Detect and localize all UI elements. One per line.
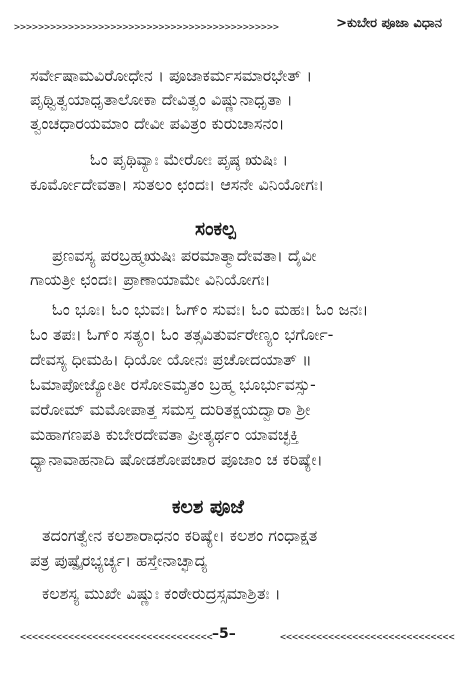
header-ornament-rule: >>>>>>>>>>>>>>>>>>>>>>>>>>>>>>>>>>>>>>>>>>>> — [14, 22, 279, 33]
page-number: –5– — [212, 626, 236, 642]
text-line: ಪ್ರಣವಸ್ಯ ಪರಬ್ರಹ್ಮಋಷಿಃ ಪರಮಾತ್ಮಾದೇವತಾ। ದೈವೀ — [52, 246, 317, 265]
section-heading-kalasha-pooje: ಕಲಶ ಪೂಜೆ — [172, 496, 244, 518]
text-line: ಓಮಾಪೋಜ್ಯೋತೀ ರಸೋಽಮೃತಂ ಬ್ರಹ್ಮ ಭೂರ್ಭುವಸ್ಸು- — [30, 375, 316, 394]
footer-ornament-rule-right: <<<<<<<<<<<<<<<<<<<<<<<<<<<<< — [280, 632, 455, 643]
text-line: ಗಾಯತ್ರೀ ಛಂದಃ। ಪ್ರಾಣಾಯಾಮೇ ವಿನಿಯೋಗಃ। — [30, 270, 271, 289]
text-line: ತದಂಗತ್ವೇನ ಕಲಶಾರಾಧನಂ ಕರಿಷ್ಯೇ। ಕಲಶಂ ಗಂಧಾಕ್ಷತ — [42, 526, 318, 545]
text-line: ಕಲಶಸ್ಯ ಮುಖೇ ವಿಷ್ಣುಃ ಕಂಠೇರುದ್ರಸ್ಸಮಾಶ್ರಿತಃ । — [42, 584, 281, 603]
text-line: ವರೋಮ್ ಮಮೋಪಾತ್ತ ಸಮಸ್ತ ದುರಿತಕ್ಷಯದ್ವಾರಾ ಶ್ರೀ — [30, 400, 311, 419]
section-heading-sankalpa: ಸಂಕಲ್ಪ — [195, 218, 236, 240]
text-line: ಕೂರ್ಮೋದೇವತಾ। ಸುತಲಂ ಛಂದಃ। ಆಸನೇ ವಿನಿಯೋಗಃ। — [30, 175, 325, 194]
footer-ornament-rule-left: <<<<<<<<<<<<<<<<<<<<<<<<<<<<<<<< — [20, 632, 213, 643]
text-line: ಮಹಾಗಣಪತಿ ಕುಬೇರದೇವತಾ ಪ್ರೀತ್ಯರ್ಥಂ ಯಾವಚ್ಛಕ್ತಿ — [30, 425, 299, 444]
running-header-title: >ಕುಬೇರ ಪೂಜಾ ವಿಧಾನ — [336, 16, 442, 31]
text-line: ಧ್ಯಾನಾವಾಹನಾದಿ ಷೋಡಶೋಪಚಾರ ಪೂಜಾಂ ಚ ಕರಿಷ್ಯೇ। — [30, 450, 323, 469]
text-line: ಓಂ ತಪಃ। ಓಗ್ಂ ಸತ್ಯಂ। ಓಂ ತತ್ಸವಿತುರ್ವರೇಣ್ಯಂ ಭರ್ಗೋ- — [30, 325, 334, 344]
text-line: ಸರ್ವೇಷಾಮವಿರೋಧೇನ । ಪೂಜಾಕರ್ಮಸಮಾರಭೇತ್ । — [30, 66, 313, 85]
text-line: ಓಂ ಭೂಃ। ಓಂ ಭುವಃ। ಓಗ್ಂ ಸುವಃ। ಓಂ ಮಹಃ। ಓಂ ಜನಃ। — [52, 300, 369, 319]
text-line: ಪೃಥ್ವಿತ್ವಯಾಧೃತಾಲೋಕಾ ದೇವಿತ್ವಂ ವಿಷ್ಣುನಾಧೃತಾ । — [30, 90, 293, 109]
text-line: ಪತ್ರ ಪುಷ್ಪೈರಭ್ಯರ್ಚ್ಯ। ಹಸ್ತೇನಾಚ್ಛಾದ್ಯ — [30, 551, 208, 570]
text-line: ದೇವಸ್ಯ ಧೀಮಹಿ। ಧಿಯೋ ಯೋನಃ ಪ್ರಚೋದಯಾತ್ ॥ — [30, 350, 312, 369]
text-line: ಓಂ ಪೃಥಿವ್ಯಾಃ ಮೇರೋಃ ಪೃಷ್ಠ ಋಷಿಃ । — [90, 150, 289, 169]
text-line: ತ್ವಂಚಧಾರಯಮಾಂ ದೇವೀ ಪವಿತ್ರಂ ಕುರುಚಾಸನಂ। — [30, 114, 285, 133]
